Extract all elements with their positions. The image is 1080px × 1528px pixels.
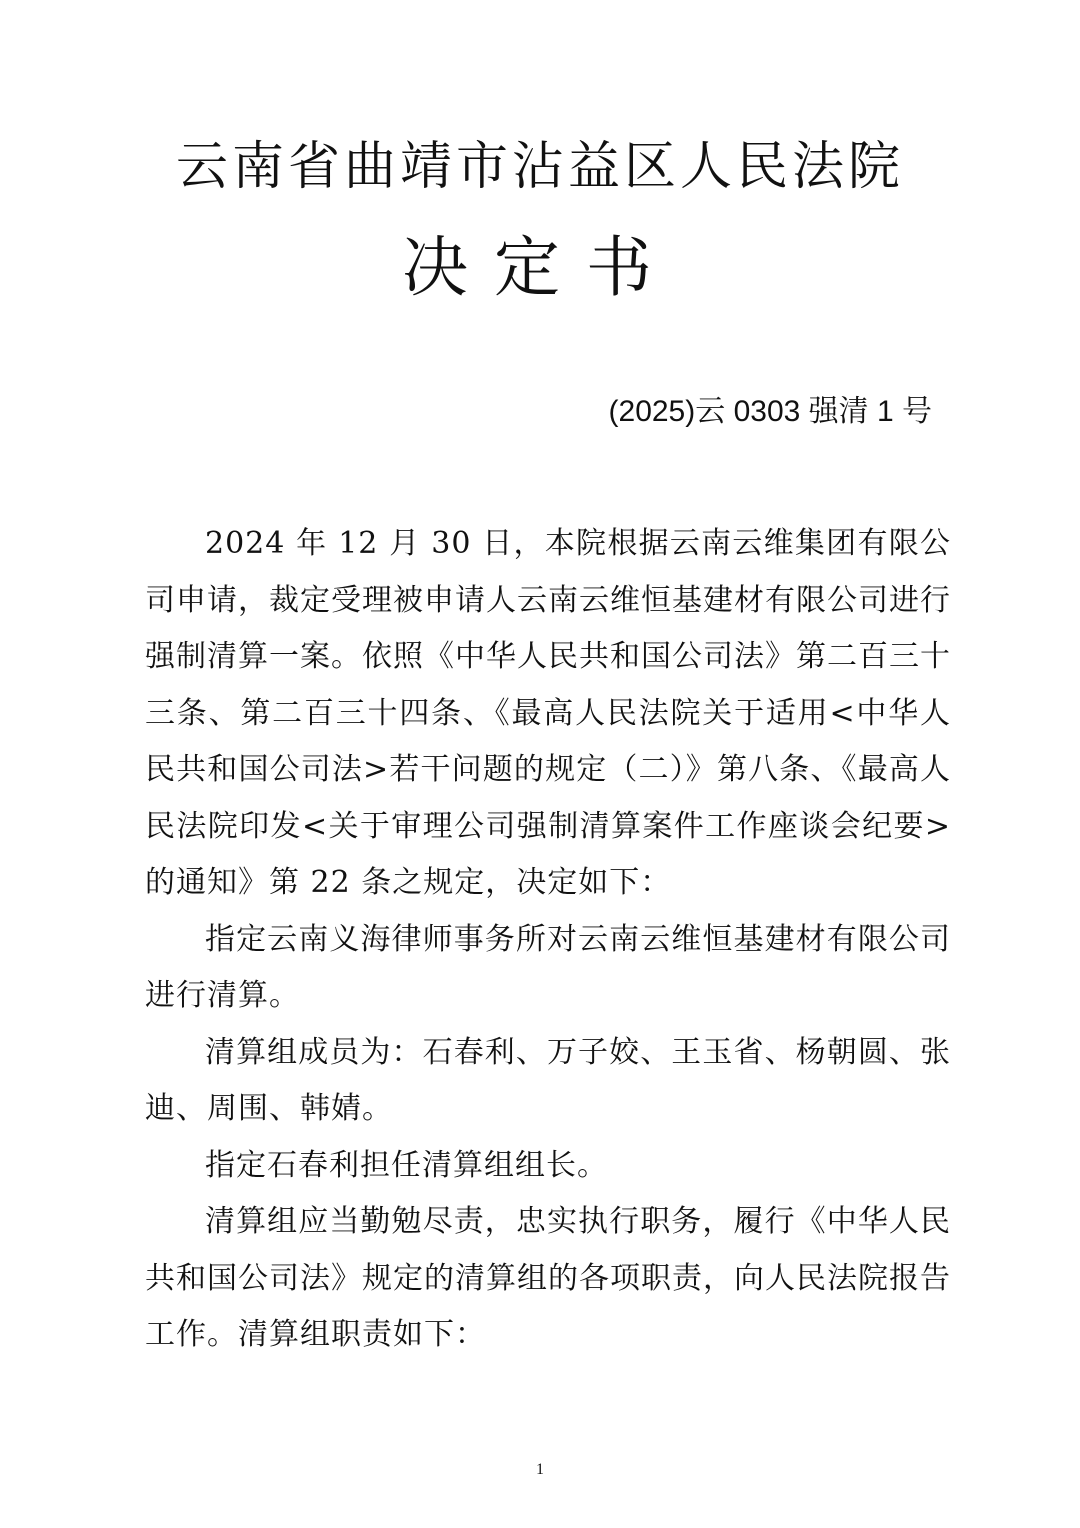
paragraph-members: 清算组成员为：石春利、万子姣、王玉省、杨朝圆、张迪、周围、韩婧。 <box>145 1034 951 1126</box>
paragraph-duties: 清算组应当勤勉尽责，忠实执行职务，履行《中华人民共和国公司法》规定的清算组的各项职责，向人民法院报告工作。清算组职责如下： <box>145 1204 951 1352</box>
document-body <box>145 516 951 1364</box>
document-title: 决定书 <box>402 229 678 306</box>
paragraph-decision-basis: 2024 年 12 月 30 日，本院根据云南云维集团有限公司申请，裁定受理被申请人云南云维恒基建材有限公司进行强制清算一案。依照《中华人民共和国公司法》第二百三十三条、第二百三十四条、《最高人民法院关于适用<中华人民共和国公司法>若干问题的规定（二）》第八条、《最高人民法院印发<关于审理公司强制清算案件工作座谈会纪要>的通知》第 22 条之规定，决定如下： <box>145 526 951 900</box>
paragraph-appointment: 指定云南义海律师事务所对云南云维恒基建材有限公司进行清算。 <box>145 921 951 1013</box>
paragraph-leader: 指定石春利担任清算组组长。 <box>205 1147 608 1183</box>
court-name: 云南省曲靖市沾益区人民法院 <box>175 137 904 197</box>
page-number: 1 <box>536 1461 544 1478</box>
case-number: (2025)云 0303 强清 1 号 <box>608 395 932 428</box>
